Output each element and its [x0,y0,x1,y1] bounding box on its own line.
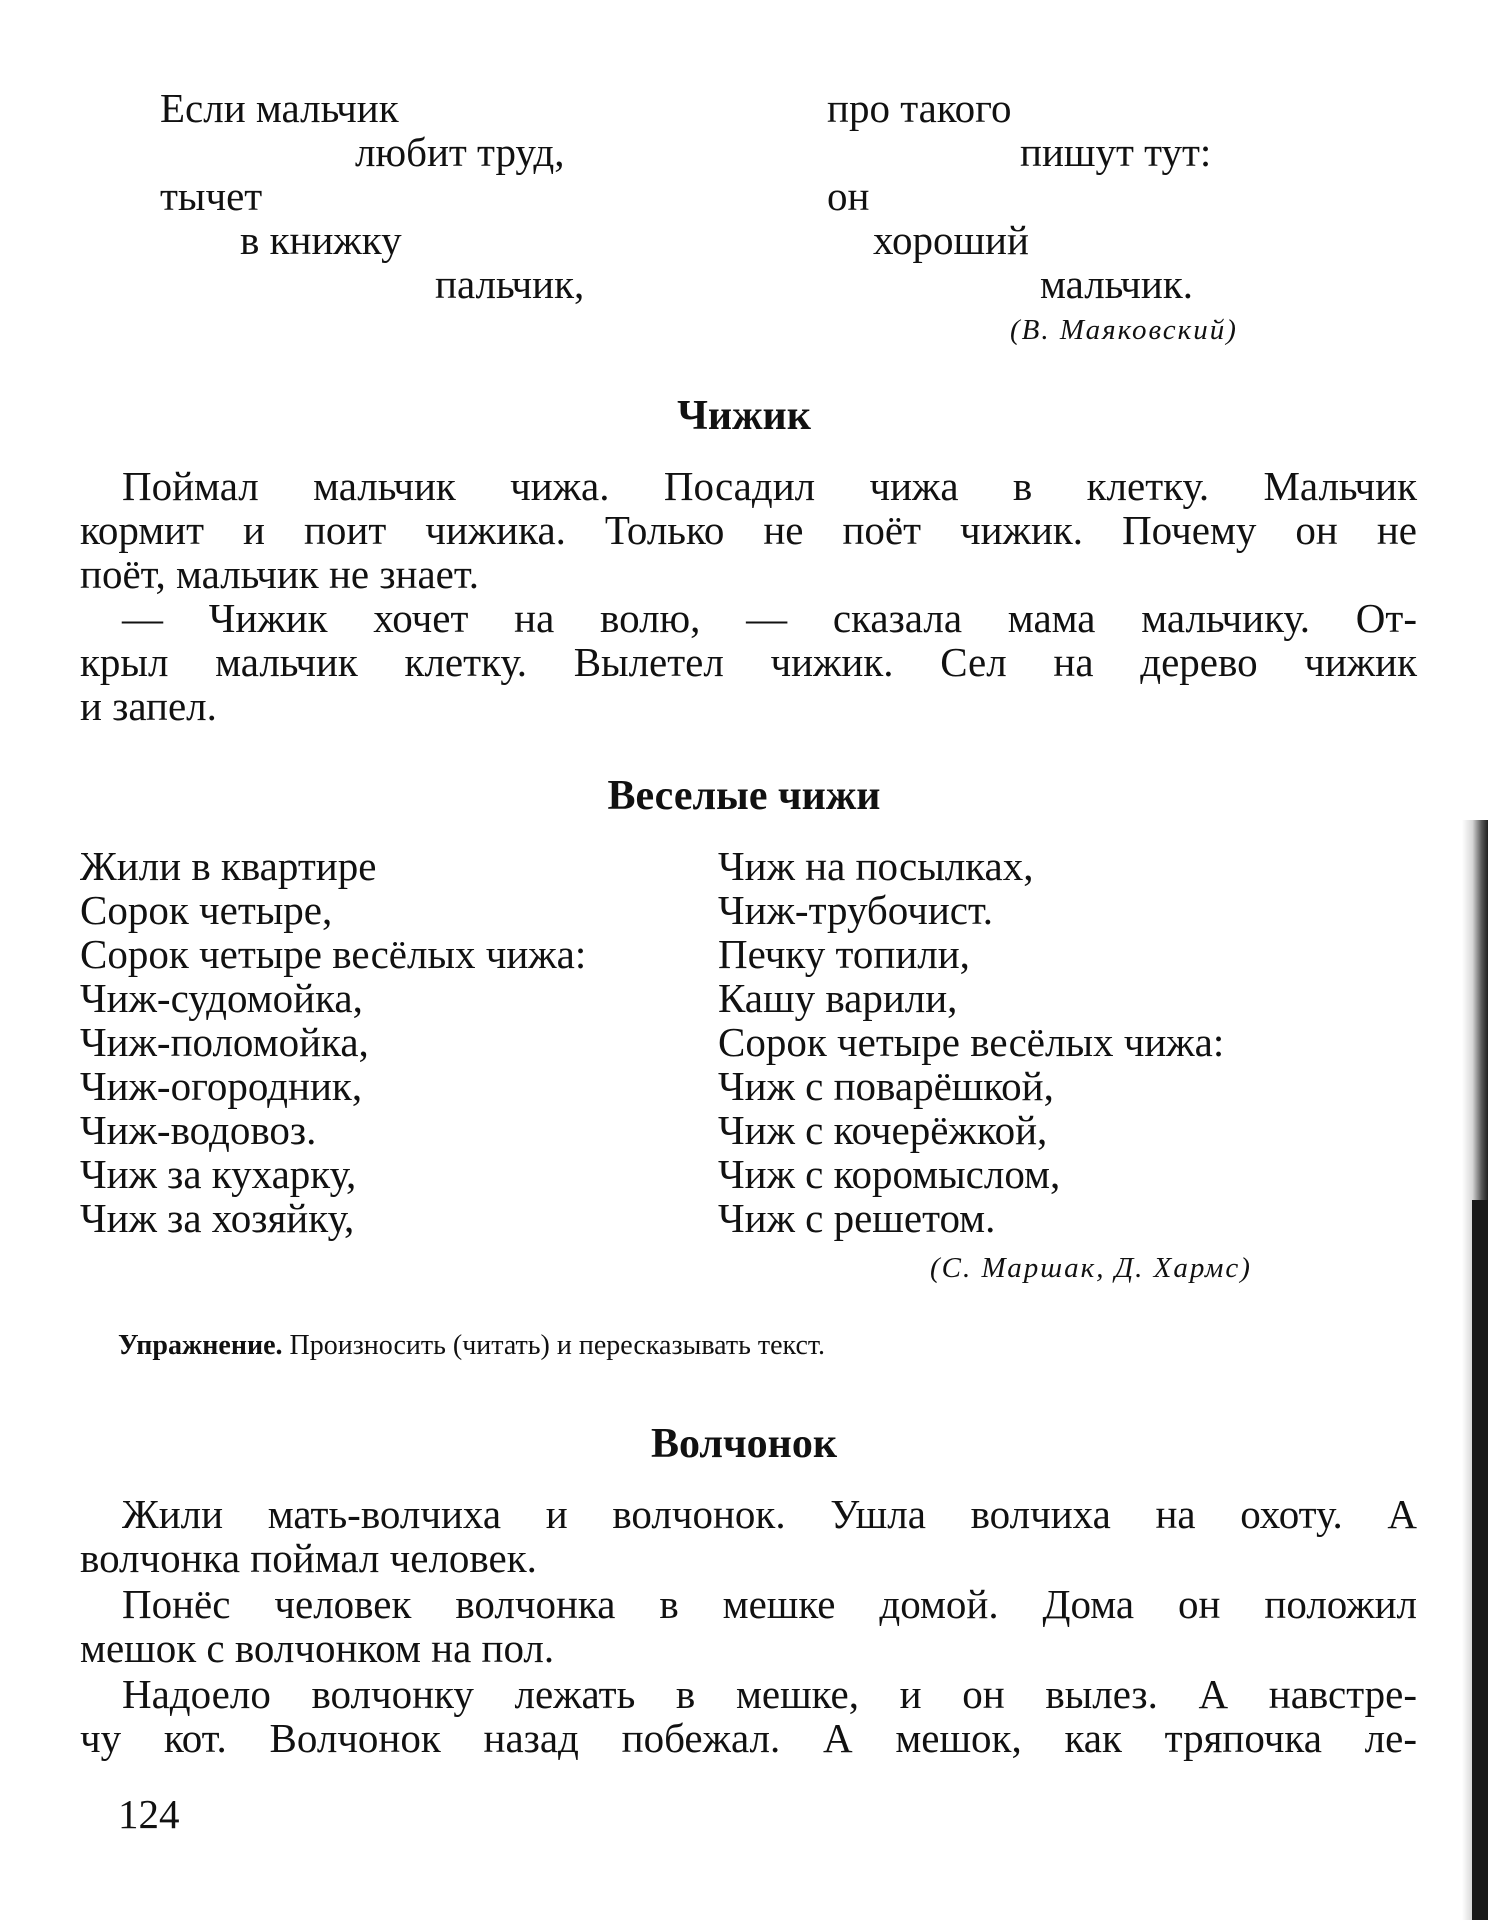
text-line: Надоело волчонку лежать в мешке, и он вылез. А навстре- [122,1671,1417,1717]
poem-line: про такого [827,85,1012,131]
exercise-label: Упражнение. [118,1330,283,1361]
poem-line: Чиж за кухарку, [80,1151,357,1197]
scan-edge-dark [1472,1200,1488,1920]
poem-line: хороший [873,217,1029,263]
section-title: Волчонок [650,1421,838,1467]
poem-column-right [718,844,1224,1240]
poem-line: Чиж с поварёшкой, [718,1063,1054,1109]
poem-line: Сорок четыре весёлых чижа: [80,931,587,977]
text-line: крыл мальчик клетку. Вылетел чижик. Сел на дерево чижик [80,639,1417,685]
text-line: мешок с волчонком на пол. [80,1625,555,1671]
poem-line: Чиж за хозяйку, [80,1195,355,1241]
poem-line: он [827,173,870,219]
poem-line: Чиж-судомойка, [80,975,363,1021]
poem-line: пишут тут: [1020,129,1212,175]
text-line: Поймал мальчик чижа. Посадил чижа в клетку. Мальчик [122,463,1417,509]
poem-line: Чиж-водовоз. [80,1107,317,1153]
poem-line: Чиж с коромыслом, [718,1151,1061,1197]
poem-line: Сорок четыре, [80,887,333,933]
poem-line: Чиж-огородник, [80,1063,363,1109]
poem-line: мальчик. [1040,261,1193,307]
section-title: Чижик [677,393,811,439]
text-line: чу кот. Волчонок назад побежал. А мешок, как тряпочка ле- [80,1715,1417,1761]
poem-line: Чиж-поломойка, [80,1019,369,1065]
attribution: (В. Маяковский) [1010,314,1238,346]
poem-line: в книжку [240,217,402,263]
poem-line: Чиж-трубочист. [718,887,994,933]
exercise-note [118,1330,825,1362]
text-line: — Чижик хочет на волю, — сказала мама мальчику. От- [122,595,1417,641]
poem-line: Если мальчик [160,85,399,131]
story-volchonok-text [80,1492,1417,1760]
text-line: Жили мать-волчиха и волчонок. Ушла волчиха на охоту. А [122,1491,1417,1537]
poem-line: тычет [160,173,263,219]
poem-line: Чиж на посылках, [718,843,1034,889]
text-line: волчонка поймал человек. [80,1535,537,1581]
poem-line: Печку топили, [718,931,970,977]
poem-line: Жили в квартире [80,843,377,889]
text-line: кормит и поит чижика. Только не поёт чижик. Почему он не [80,507,1417,553]
poem-column-left [80,844,586,1240]
story-chizhik-text [80,464,1417,728]
poem-line: пальчик, [435,261,585,307]
poem-line: Чиж с решетом. [718,1195,996,1241]
poem-line: Кашу варили, [718,975,958,1021]
poem-line: Сорок четыре весёлых чижа: [718,1019,1225,1065]
poem-line: Чиж с кочерёжкой, [718,1107,1048,1153]
attribution: (С. Маршак, Д. Хармс) [930,1252,1252,1284]
text-line: и запел. [80,683,217,729]
text-line: Понёс человек волчонка в мешке домой. Дома он положил [122,1581,1417,1627]
page-number: 124 [118,1791,180,1837]
exercise-text: Произносить (читать) и пересказывать текст. [289,1330,826,1361]
poem-line: любит труд, [355,129,565,175]
section-title: Веселые чижи [607,773,881,819]
text-line: поёт, мальчик не знает. [80,551,479,597]
